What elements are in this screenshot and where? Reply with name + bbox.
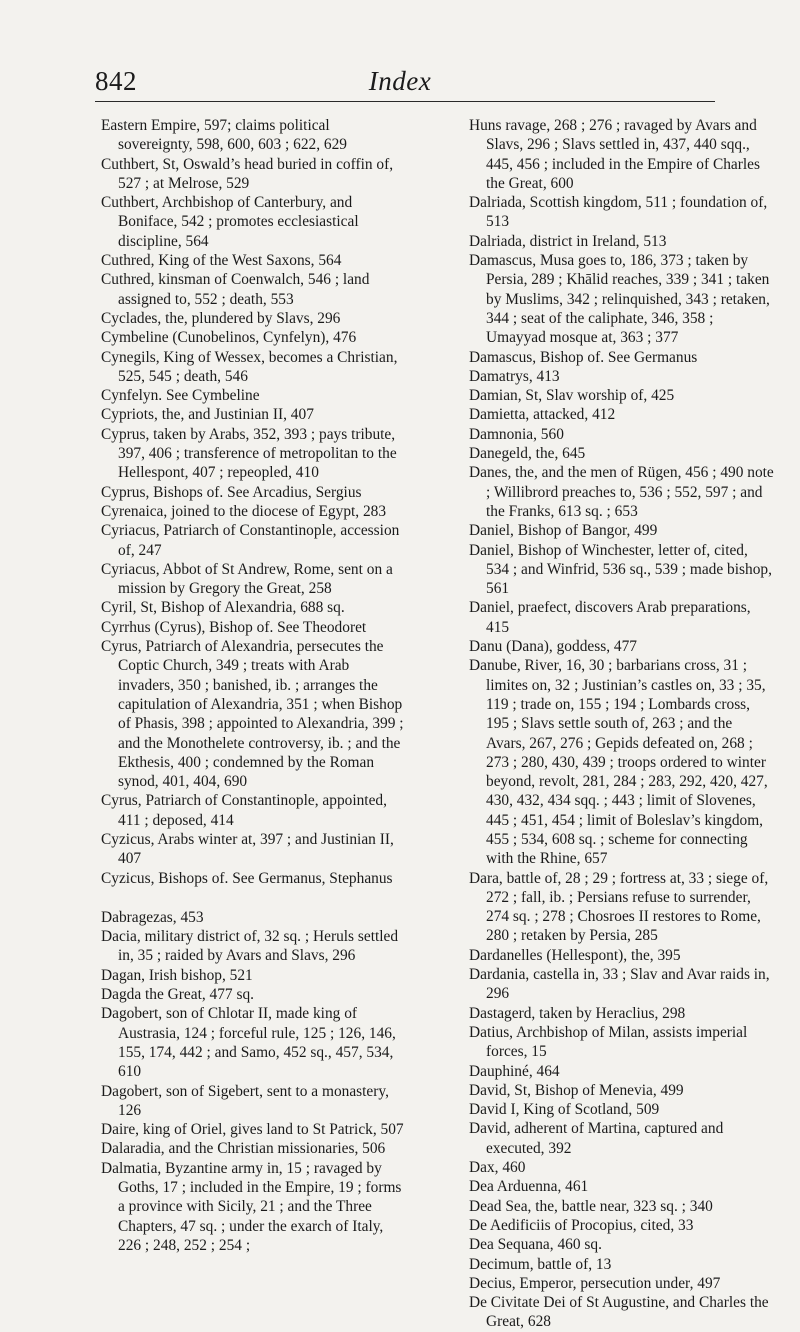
index-entry: Cyprus, taken by Arabs, 352, 393 ; pays tribute, 397, 406 ; transference of metropolitan to the Hellespont, 407 ; repeopled, 410 <box>101 425 397 482</box>
index-entry: Cymbeline (Cunobelinos, Cynfelyn), 476 <box>101 329 357 347</box>
page-title: Index <box>368 66 432 96</box>
index-entry: Damian, St, Slav worship of, 425 <box>469 387 675 405</box>
index-entry: De Civitate Dei of St Augustine, and Charles the Great, 628 <box>469 1294 769 1331</box>
index-entry: David, St, Bishop of Menevia, 499 <box>469 1081 684 1099</box>
index-entry: Dalaradia, and the Christian missionaries, 506 <box>101 1140 386 1158</box>
index-entry: Dardania, castella in, 33 ; Slav and Avar raids in, 296 <box>469 966 770 1003</box>
index-entry: Danegeld, the, 645 <box>469 445 586 463</box>
index-entry: Cyril, St, Bishop of Alexandria, 688 sq. <box>101 599 345 617</box>
index-entry: Dara, battle of, 28 ; 29 ; fortress at, 33 ; siege of, 272 ; fall, ib. ; Persians refuse to surrender, 274 sq. ; 278 ; Chosroes II restores to Rome, 280 ; retaken by Persia, 285 <box>469 869 769 945</box>
index-entry: Dagan, Irish bishop, 521 <box>101 966 253 984</box>
index-entry: Cuthred, King of the West Saxons, 564 <box>101 252 342 270</box>
index-column-left <box>101 116 404 1255</box>
index-entry: Dauphiné, 464 <box>469 1062 560 1080</box>
header-rule <box>95 101 715 102</box>
index-entry: Damnonia, 560 <box>469 425 564 443</box>
page-header <box>0 0 800 100</box>
index-entry: Cuthbert, St, Oswald’s head buried in coffin of, 527 ; at Melrose, 529 <box>101 155 394 192</box>
index-entry: Daniel, Bishop of Bangor, 499 <box>469 522 658 540</box>
index-entry: De Aedificiis of Procopius, cited, 33 <box>469 1216 694 1234</box>
index-entry: Cuthbert, Archbishop of Canterbury, and Boniface, 542 ; promotes ecclesiastical discipline, 564 <box>101 194 359 250</box>
index-entry: Cyrus, Patriarch of Constantinople, appointed, 411 ; deposed, 414 <box>101 792 387 829</box>
index-entry: Dalmatia, Byzantine army in, 15 ; ravaged by Goths, 17 ; included in the Empire, 19 ; forms a province with Sicily, 21 ; and the Three Chapters, 47 sq. ; under the exarch of Italy, 226 ; 248, 252 ; 254 ; <box>101 1159 402 1254</box>
page-number: 842 <box>95 66 137 96</box>
index-entry: Dacia, military district of, 32 sq. ; Heruls settled in, 35 ; raided by Avars and Slavs, 296 <box>101 928 399 965</box>
index-entry: Dead Sea, the, battle near, 323 sq. ; 340 <box>469 1197 713 1215</box>
index-entry: Danes, the, and the men of Rügen, 456 ; 490 note ; Willibrord preaches to, 536 ; 552, 597 ; and the Franks, 613 sq. ; 653 <box>469 464 774 520</box>
index-entry: Cyriacus, Patriarch of Constantinople, accession of, 247 <box>101 522 400 559</box>
index-entry: Dea Arduenna, 461 <box>469 1178 589 1196</box>
index-entry: Dax, 460 <box>469 1159 526 1177</box>
index-entry: Daire, king of Oriel, gives land to St Patrick, 507 <box>101 1121 404 1139</box>
index-entry: Cyprus, Bishops of. See Arcadius, Sergius <box>101 483 362 501</box>
index-entry: Cyrrhus (Cyrus), Bishop of. See Theodoret <box>101 618 367 636</box>
index-entry: Dalriada, district in Ireland, 513 <box>469 232 667 250</box>
index-entry: Cyrus, Patriarch of Alexandria, persecutes the Coptic Church, 349 ; treats with Arab invaders, 350 ; banished, ib. ; arranges the capitulation of Alexandria, 351 ; when Bishop of Phasis, 398 ; appointed to Alexandria, 399 ; and the Monothelete controversy, ib. ; and the Ekthesis, 400 ; condemned by the Roman synod, 401, 404, 690 <box>101 638 404 791</box>
index-entry: Danube, River, 16, 30 ; barbarians cross, 31 ; limites on, 32 ; Justinian’s castles on, 33 ; 35, 119 ; trade on, 155 ; 194 ; Lombards cross, 195 ; Slavs settle south of, 263 ; and the Avars, 267, 276 ; Gepids defeated on, 268 ; 273 ; 280, 430, 439 ; troops ordered to winter beyond, revolt, 281, 284 ; 283, 292, 420, 427, 430, 432, 434 sqq. ; 443 ; limit of Slovenes, 445 ; 451, 454 ; limit of Boleslav’s kingdom, 455 ; 534, 608 sq. ; scheme for connecting with the Rhine, 657 <box>469 657 768 868</box>
index-entry: Cyclades, the, plundered by Slavs, 296 <box>101 309 341 327</box>
index-entry: Damatrys, 413 <box>469 367 560 385</box>
index-entry: Cynfelyn. See Cymbeline <box>101 387 260 405</box>
index-entry: Damascus, Musa goes to, 186, 373 ; taken by Persia, 289 ; Khālid reaches, 339 ; 341 ; taken by Muslims, 342 ; relinquished, 343 ; retaken, 344 ; seat of the caliphate, 346, 358 ; Umayyad mosque at, 363 ; 377 <box>469 252 770 347</box>
index-entry: Dagda the Great, 477 sq. <box>101 986 255 1004</box>
index-entry: Decius, Emperor, persecution under, 497 <box>469 1274 721 1292</box>
index-entry: Dalriada, Scottish kingdom, 511 ; foundation of, 513 <box>469 194 768 231</box>
index-entry: Dardanelles (Hellespont), the, 395 <box>469 946 681 964</box>
index-entry: Cynegils, King of Wessex, becomes a Christian, 525, 545 ; death, 546 <box>101 348 398 385</box>
index-entry: Dagobert, son of Chlotar II, made king of Austrasia, 124 ; forceful rule, 125 ; 126, 146, 155, 174, 442 ; and Samo, 452 sq., 457, 534, 610 <box>101 1005 396 1081</box>
index-entry: Daniel, Bishop of Winchester, letter of, cited, 534 ; and Winfrid, 536 sq., 539 ; made bishop, 561 <box>469 541 772 598</box>
index-entry: Cypriots, the, and Justinian II, 407 <box>101 406 314 424</box>
index-entry: Cuthred, kinsman of Coenwalch, 546 ; land assigned to, 552 ; death, 553 <box>101 271 370 308</box>
index-column-right <box>469 116 774 1332</box>
index-entry: David I, King of Scotland, 509 <box>469 1101 660 1119</box>
index-entry: Cyriacus, Abbot of St Andrew, Rome, sent on a mission by Gregory the Great, 258 <box>101 560 393 598</box>
index-entry: Cyzicus, Bishops of. See Germanus, Stephanus <box>101 869 393 887</box>
index-entry: Cyzicus, Arabs winter at, 397 ; and Justinian II, 407 <box>101 830 394 868</box>
index-entry: Dagobert, son of Sigebert, sent to a monastery, 126 <box>101 1082 389 1119</box>
index-entry: Cyrenaica, joined to the diocese of Egypt, 283 <box>101 502 387 520</box>
index-entry: Huns ravage, 268 ; 276 ; ravaged by Avars and Slavs, 296 ; Slavs settled in, 437, 440 sqq., 445, 456 ; included in the Empire of Charles the Great, 600 <box>469 117 760 192</box>
index-entry: Decimum, battle of, 13 <box>469 1255 612 1273</box>
index-entry: Dabragezas, 453 <box>101 908 204 926</box>
index-entry: Damietta, attacked, 412 <box>469 406 616 424</box>
index-entry: Daniel, praefect, discovers Arab preparations, 415 <box>469 599 751 636</box>
index-entry: Dea Sequana, 460 sq. <box>469 1236 602 1254</box>
index-entry: Dastagerd, taken by Heraclius, 298 <box>469 1004 686 1022</box>
index-entry: Eastern Empire, 597; claims political sovereignty, 598, 600, 603 ; 622, 629 <box>101 117 347 154</box>
index-entry: Danu (Dana), goddess, 477 <box>469 638 637 656</box>
index-entry: Datius, Archbishop of Milan, assists imperial forces, 15 <box>469 1023 748 1061</box>
index-entry: David, adherent of Martina, captured and executed, 392 <box>469 1120 724 1157</box>
index-entry: Damascus, Bishop of. See Germanus <box>469 348 698 366</box>
